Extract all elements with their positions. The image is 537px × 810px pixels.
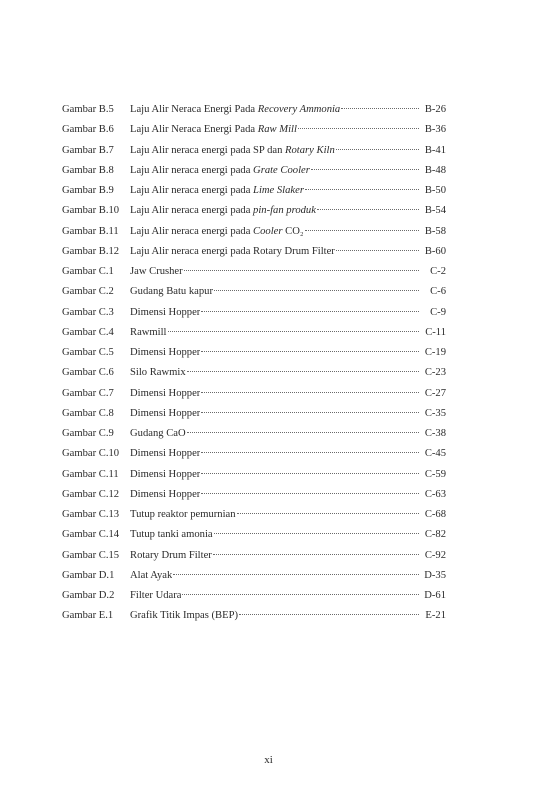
toc-entry[interactable]: [62, 343, 446, 363]
figure-title: [130, 343, 200, 363]
figure-page-ref: C-92: [424, 549, 446, 561]
figure-title-text: Dimensi Hopper: [130, 306, 201, 318]
dot-leader: [184, 270, 419, 271]
figure-title: [130, 485, 200, 505]
toc-entry[interactable]: [62, 606, 446, 626]
figure-title-text: Dimensi Hopper: [130, 468, 201, 480]
dot-leader: [214, 290, 419, 291]
toc-entry[interactable]: [62, 323, 446, 343]
dot-leader: [201, 412, 419, 413]
toc-entry[interactable]: [62, 546, 446, 566]
figure-title-text: Dimensi Hopper: [130, 347, 201, 358]
dot-leader: [187, 371, 419, 372]
dot-leader: [237, 513, 419, 514]
toc-entry[interactable]: [62, 141, 446, 161]
figure-title-suffix: CO₂: [282, 225, 304, 237]
figure-title: [130, 262, 183, 282]
dot-leader: [201, 452, 419, 453]
dot-leader: [201, 311, 419, 312]
figure-label: Gambar B.5: [62, 104, 114, 115]
figure-page-ref: C-9: [430, 306, 446, 318]
figure-title: [130, 363, 186, 383]
figure-title-italic: pin-fan produk: [253, 205, 316, 217]
dot-leader: [214, 533, 419, 534]
figure-page-ref: B-41: [424, 144, 446, 156]
figure-title: [130, 303, 200, 323]
figure-title-text: Jaw Crusher: [130, 266, 183, 277]
figure-title-text: Laju Alir neraca energi pada: [130, 185, 254, 196]
toc-entry[interactable]: [62, 444, 446, 464]
figure-page-ref: B-54: [424, 205, 446, 217]
figure-title: [130, 505, 236, 525]
figure-label: Gambar D.2: [62, 590, 115, 601]
figure-title: [130, 323, 167, 343]
toc-entry[interactable]: [62, 161, 446, 181]
figure-page-ref: B-60: [424, 245, 446, 257]
figure-label: Gambar C.12: [62, 488, 120, 500]
dot-leader: [305, 189, 419, 190]
dot-leader: [239, 614, 419, 615]
figure-page-ref: C-27: [424, 387, 446, 399]
toc-entry[interactable]: [62, 222, 446, 242]
figure-label: Gambar C.3: [62, 306, 114, 318]
figure-label: Gambar B.12: [62, 245, 120, 257]
figure-title: [130, 546, 212, 566]
toc-entry[interactable]: [62, 505, 446, 525]
figure-page-ref: C-23: [424, 367, 446, 379]
dot-leader: [341, 108, 419, 109]
figure-label: Gambar B.10: [62, 205, 120, 217]
figure-title-text: Silo Rawmix: [130, 367, 186, 379]
dot-leader: [305, 230, 419, 231]
toc-entry[interactable]: [62, 242, 446, 262]
figure-title: [130, 404, 200, 424]
figure-title-italic: Grate Cooler: [253, 164, 310, 176]
figure-title: [130, 566, 172, 586]
figure-title: [130, 201, 316, 221]
figure-label: Gambar D.1: [62, 569, 115, 581]
figure-title-text: Tutup reaktor pemurnian: [130, 509, 236, 520]
figure-title-italic: Rotary Kiln: [285, 144, 335, 156]
figure-title: [130, 606, 238, 626]
figure-label: Gambar B.9: [62, 185, 114, 196]
figure-label: Gambar C.7: [62, 387, 114, 399]
toc-entry[interactable]: [62, 363, 446, 383]
toc-entry[interactable]: [62, 485, 446, 505]
figure-title: [130, 384, 200, 404]
figure-page-ref: E-21: [425, 610, 446, 622]
figure-title: [130, 222, 304, 242]
list-of-figures: [62, 100, 446, 627]
toc-entry[interactable]: [62, 262, 446, 282]
dot-leader: [311, 169, 419, 170]
figure-title-text: Laju Alir neraca energi pada: [130, 164, 254, 176]
figure-page-ref: C-11: [425, 326, 446, 338]
figure-label: Gambar C.6: [62, 367, 114, 379]
toc-entry[interactable]: [62, 282, 446, 302]
figure-page-ref: C-6: [430, 286, 446, 298]
figure-label: Gambar C.2: [62, 286, 114, 298]
figure-page-ref: C-68: [424, 509, 446, 520]
figure-title-italic: Lime Slaker: [253, 185, 304, 196]
toc-entry[interactable]: [62, 404, 446, 424]
figure-page-ref: C-45: [424, 448, 446, 460]
figure-page-ref: D-61: [424, 590, 446, 601]
toc-entry[interactable]: [62, 384, 446, 404]
dot-leader: [182, 594, 419, 595]
figure-label: Gambar B.8: [62, 164, 114, 176]
figure-label: Gambar C.13: [62, 509, 120, 520]
figure-title-text: Dimensi Hopper: [130, 407, 201, 419]
toc-entry[interactable]: [62, 525, 446, 545]
figure-title-text: Grafik Titik Impas (BEP): [130, 610, 239, 622]
dot-leader: [336, 149, 419, 150]
figure-page-ref: C-35: [424, 407, 446, 419]
dot-leader: [187, 432, 419, 433]
figure-title: [130, 161, 310, 181]
figure-title: [130, 141, 335, 161]
dot-leader: [201, 351, 419, 352]
figure-title: [130, 465, 200, 485]
dot-leader: [201, 473, 419, 474]
figure-title: [130, 525, 213, 545]
figure-title-text: Laju Alir Neraca Energi Pada: [130, 124, 258, 136]
toc-entry[interactable]: [62, 181, 446, 201]
figure-page-ref: C-82: [424, 529, 446, 541]
page-number: xi: [264, 754, 273, 766]
figure-title-text: Tutup tanki amonia: [130, 529, 213, 541]
toc-entry[interactable]: [62, 465, 446, 485]
figure-title-text: Laju Alir neraca energi pada: [130, 205, 254, 217]
toc-entry[interactable]: [62, 586, 446, 606]
figure-page-ref: D-35: [424, 569, 446, 581]
figure-page-ref: C-59: [424, 468, 446, 480]
dot-leader: [201, 493, 419, 494]
figure-title: [130, 181, 304, 201]
figure-label: Gambar C.5: [62, 347, 114, 358]
dot-leader: [201, 392, 419, 393]
figure-title: [130, 120, 297, 140]
figure-label: Gambar B.11: [62, 225, 119, 237]
figure-page-ref: B-48: [424, 164, 446, 176]
toc-entry[interactable]: [62, 120, 446, 140]
figure-label: Gambar B.6: [62, 124, 114, 136]
figure-title-text: Alat Ayak: [130, 569, 173, 581]
figure-title-text: Dimensi Hopper: [130, 488, 201, 500]
figure-title-text: Laju Alir Neraca Energi Pada: [130, 104, 258, 115]
figure-title: [130, 586, 181, 606]
figure-label: Gambar C.1: [62, 266, 114, 277]
figure-page-ref: C-19: [424, 347, 446, 358]
dot-leader: [336, 250, 419, 251]
figure-title-text: Filter Udara: [130, 590, 182, 601]
figure-page-ref: B-26: [424, 104, 446, 115]
figure-page-ref: C-38: [424, 428, 446, 439]
toc-entry[interactable]: [62, 303, 446, 323]
dot-leader: [298, 128, 419, 129]
figure-title-text: Laju Alir neraca energi pada Rotary Drum Filter: [130, 245, 335, 257]
figure-title-text: Dimensi Hopper: [130, 387, 201, 399]
figure-title: [130, 242, 335, 262]
figure-label: Gambar C.11: [62, 468, 119, 480]
figure-title-italic: Raw Mill: [257, 124, 297, 136]
dot-leader: [173, 574, 419, 575]
figure-label: Gambar C.14: [62, 529, 120, 541]
figure-page-ref: C-63: [424, 488, 446, 500]
dot-leader: [168, 331, 420, 332]
figure-title-text: Gudang CaO: [130, 428, 186, 439]
figure-label: Gambar C.8: [62, 407, 114, 419]
dot-leader: [213, 554, 419, 555]
figure-title-text: Rotary Drum Filter: [130, 549, 212, 561]
dot-leader: [317, 209, 419, 210]
figure-page-ref: C-2: [430, 266, 446, 277]
figure-label: Gambar C.15: [62, 549, 120, 561]
figure-title-italic: Recovery Ammonia: [257, 104, 341, 115]
figure-page-ref: B-36: [424, 124, 446, 136]
figure-title-italic: Cooler: [253, 225, 283, 237]
figure-label: Gambar E.1: [62, 610, 114, 622]
figure-title-text: Laju Alir neraca energi pada SP dan: [130, 144, 286, 156]
figure-title: [130, 282, 213, 302]
toc-entry[interactable]: [62, 424, 446, 444]
figure-title: [130, 444, 200, 464]
toc-entry[interactable]: [62, 566, 446, 586]
figure-page-ref: B-58: [424, 225, 446, 237]
toc-entry[interactable]: [62, 100, 446, 120]
figure-title-text: Rawmill: [130, 326, 167, 338]
figure-label: Gambar C.4: [62, 326, 114, 338]
figure-title-text: Gudang Batu kapur: [130, 286, 213, 298]
figure-title-text: Laju Alir neraca energi pada: [130, 225, 254, 237]
figure-title: [130, 100, 340, 120]
figure-title-text: Dimensi Hopper: [130, 448, 201, 460]
figure-label: Gambar C.10: [62, 448, 120, 460]
figure-label: Gambar C.9: [62, 428, 114, 439]
figure-title: [130, 424, 186, 444]
toc-entry[interactable]: [62, 201, 446, 221]
figure-page-ref: B-50: [424, 185, 446, 196]
figure-label: Gambar B.7: [62, 144, 114, 156]
